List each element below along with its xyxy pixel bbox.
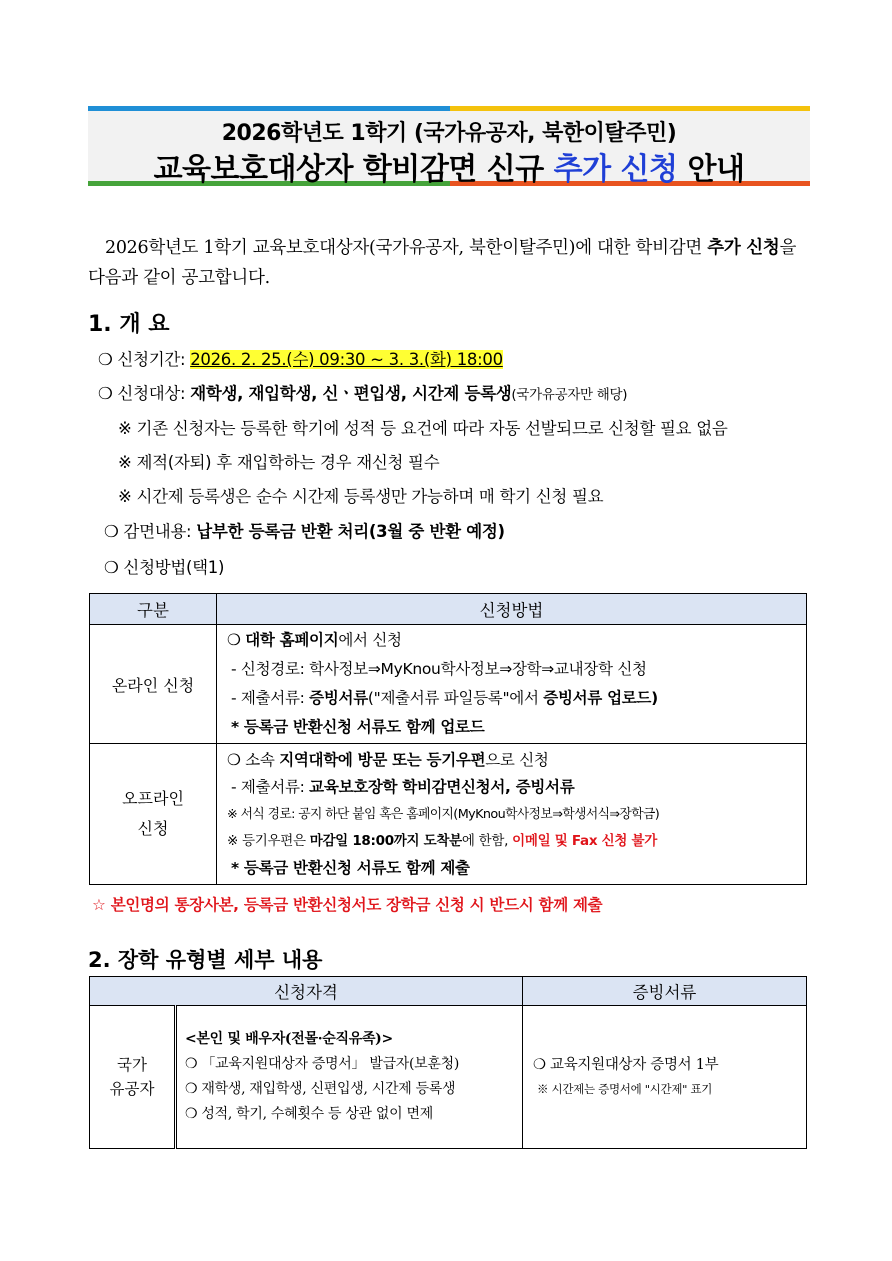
banner-stripe-yellow <box>450 106 810 111</box>
table-row <box>90 744 807 885</box>
title-highlight: 추가 신청 <box>553 152 678 187</box>
table-header-category: 구분 <box>90 594 217 625</box>
online-content: ❍ 대학 홈페이지에서 신청 - 신청경로: 학사정보⇒MyKnou학사정보⇒장학⇒교내장학 신청 - 제출서류: 증빙서류("제출서류 파일등록"에서 증빙서류 업로드) * 등록금 반환신청 서류도 함께 업로드 <box>217 625 807 744</box>
veteran-label: 국가 유공자 <box>90 1006 176 1149</box>
table-row <box>90 625 807 744</box>
period-value: 2026. 2. 25.(수) 09:30 ~ 3. 3.(화) 18:00 <box>190 350 503 369</box>
method-table <box>89 593 807 885</box>
table-header-method: 신청방법 <box>217 594 807 625</box>
section2-heading: 2. 장학 유형별 세부 내용 <box>88 948 323 972</box>
offline-content: ❍ 소속 지역대학에 방문 또는 등기우편으로 신청 - 제출서류: 교육보호장학 학비감면신청서, 증빙서류 ※ 서식 경로: 공지 하단 붙임 혹은 홈페이지(MyKnou학사정보⇒학생서식⇒장학금) ※ 등기우편은 마감일 18:00까지 도착분에 한함, 이메일 및 Fax 신청 불가 * 등록금 반환신청 서류도 함께 제출 <box>217 744 807 885</box>
table-header-documents: 증빙서류 <box>523 977 807 1006</box>
section1-heading: 1. 개 요 <box>88 312 170 337</box>
note-2: ※ 제적(자퇴) 후 재입학하는 경우 재신청 필수 <box>118 453 440 472</box>
online-label: 온라인 신청 <box>90 625 217 744</box>
application-target: ❍ 신청대상: 재학생, 재입학생, 신ㆍ편입생, 시간제 등록생(국가유공자만 해당) <box>98 384 628 403</box>
note-1: ※ 기존 신청자는 등록한 학기에 성적 등 요건에 따라 자동 선발되므로 신청할 필요 없음 <box>118 419 728 438</box>
note-3: ※ 시간제 등록생은 순수 시간제 등록생만 가능하며 매 학기 신청 필요 <box>118 487 604 506</box>
benefit-content: ❍ 감면내용: 납부한 등록금 반환 처리(3월 중 반환 예정) <box>104 522 505 541</box>
document-content: ❍ 교육지원대상자 증명서 1부 ※ 시간제는 증명서에 "시간제" 표기 <box>523 1006 807 1149</box>
detail-table <box>89 976 807 1149</box>
table-header-qualification: 신청자격 <box>90 977 523 1006</box>
qualification-content: <본인 및 배우자(전몰·순직유족)> ❍ 「교육지원대상자 증명서」 발급자(보훈청) ❍ 재학생, 재입학생, 신편입생, 시간제 등록생 ❍ 성적, 학기, 수혜횟수 등 상관 없이 면제 <box>176 1006 523 1149</box>
banner-stripe-blue <box>88 106 450 111</box>
intro-paragraph: 2026학년도 1학기 교육보호대상자(국가유공자, 북한이탈주민)에 대한 학비감면 추가 신청을 다음과 같이 공고합니다. <box>88 238 797 288</box>
method-label: ❍ 신청방법(택1) <box>104 558 225 577</box>
title-line1: 2026학년도 1학기 (국가유공자, 북한이탈주민) <box>221 121 677 146</box>
offline-label: 오프라인 신청 <box>90 744 217 885</box>
application-period: ❍ 신청기간: 2026. 2. 25.(수) 09:30 ~ 3. 3.(화) 18:00 <box>98 350 503 369</box>
warning-note: ☆ 본인명의 통장사본, 등록금 반환신청서도 장학금 신청 시 반드시 함께 제출 <box>92 896 603 914</box>
title-line2: 교육보호대상자 학비감면 신규 추가 신청 안내 <box>153 152 745 187</box>
table-row <box>90 1006 807 1149</box>
